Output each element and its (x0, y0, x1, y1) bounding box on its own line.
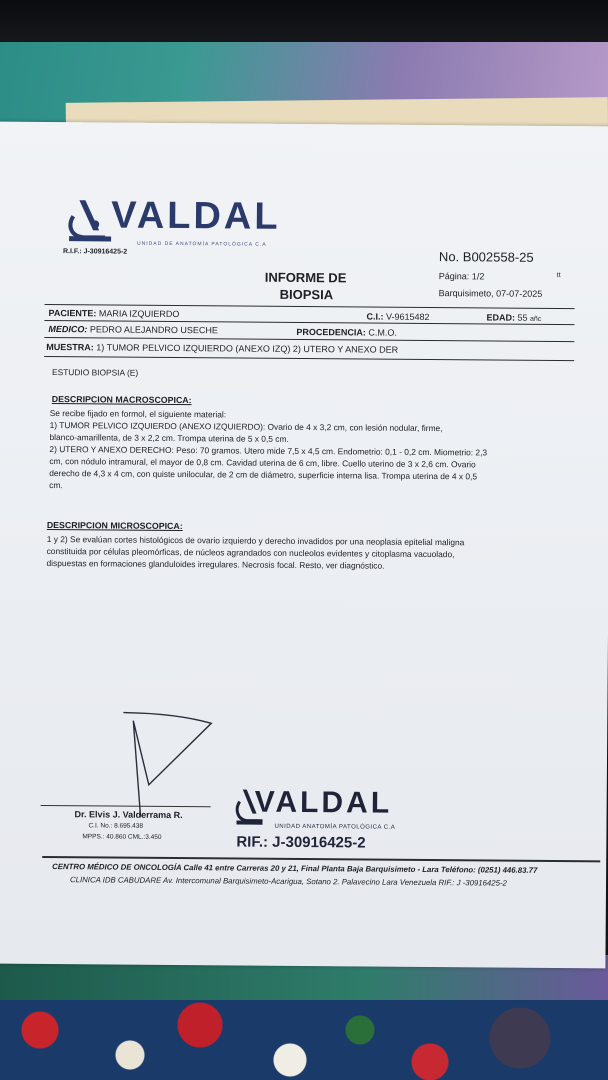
patient-age: 55 (517, 312, 528, 323)
patient-age-label: EDAD: (486, 312, 516, 323)
patient-age-row (486, 312, 541, 322)
report-title-line1: INFORME DE (264, 269, 347, 286)
report-number: No. B002558-25 (438, 249, 534, 265)
page-number: Página: 1/2 (438, 271, 485, 282)
signer-name: Dr. Elvis J. Valderrama R. (74, 809, 183, 821)
origin-label: PROCEDENCIA: (296, 326, 366, 338)
sample-value: 1) TUMOR PELVICO IZQUIERDO (ANEXO IZQ) 2) UTERO Y ANEXO DER (96, 342, 399, 355)
stamp-subtitle: UNIDAD ANATOMÍA PATOLÓGICA C.A (274, 823, 396, 831)
sample-row (46, 342, 398, 355)
macro-line: cm. (49, 480, 63, 491)
page-mark: tt (556, 271, 561, 280)
patient-ci-label: C.I.: (366, 311, 384, 322)
macro-line: 1) TUMOR PELVICO IZQUIERDO (ANEXO IZQUIERDO): Ovario de 4 x 3,2 cm, con lesión nodular, firme, (49, 420, 443, 434)
macro-line: cm, con nódulo intramural, el mayor de 0,8 cm. Cavidad uterina de 6 cm, libre. Cuello uterino de 3 x 2,6 cm. Ovario (49, 456, 476, 470)
origin-value: C.M.O. (368, 327, 397, 338)
footer-address-2: CLINICA IDB CABUDARE Av. Intercomunal Barquisimeto-Acarigua, Sotano 2. Palavecino Lara Venezuela RIF.: J -30916425-2 (70, 875, 507, 888)
macroscopic-title: DESCRIPCION MACROSCOPICA: (51, 394, 192, 406)
sample-label: MUESTRA: (46, 341, 94, 353)
patient-name-label: PACIENTE: (48, 307, 97, 319)
report-title-line2: BIOPSIA (279, 286, 334, 303)
patient-ci: V-9615482 (385, 311, 430, 322)
macro-line: Se recibe fijado en formol, el siguiente material: (49, 408, 227, 420)
logo-wordmark: VALDAL (111, 194, 281, 238)
patient-age-unit: añc (529, 315, 542, 323)
footer-rule (42, 856, 600, 862)
macroscopic-body (49, 407, 487, 494)
doctor-label: MEDICO: (48, 323, 88, 335)
micro-line: 1 y 2) Se evalúan cortes histológicos de ovario izquierdo y derecho invadidos por una neoplasia epitelial maligna (46, 533, 465, 548)
macro-line: 2) UTERO Y ANEXO DERECHO: Peso: 70 gramos. Utero mide 7,5 x 4,5 cm. Endometrio: 0,1 - 0,2 cm. Miometrio: 2,3 (49, 444, 488, 458)
patient-ci-row (366, 311, 429, 321)
footer-address-1: CENTRO MÉDICO DE ONCOLOGÍA Calle 41 entre Carreras 20 y 21, Final Planta Baja Barquisimeto - Lara Teléfono: (0251) 446.83.77 (52, 862, 538, 875)
place-date: Barquisimeto, 07-07-2025 (438, 288, 543, 299)
company-stamp (234, 785, 415, 856)
floral-cloth (0, 1000, 608, 1080)
doctor-name: PEDRO ALEJANDRO USECHE (89, 324, 218, 336)
doctor-row (48, 324, 218, 335)
study-type: ESTUDIO BIOPSIA (E) (52, 367, 139, 378)
micro-line: constituida por células pleomórficas, de núcleos agrandados con nucleolos evidentes y citoplasma vacuolado, (46, 545, 455, 560)
microscope-icon (65, 196, 115, 242)
microscopic-title: DESCRIPCION MICROSCOPICA: (46, 519, 183, 532)
macro-line: blanco-amarillenta, de 3 x 2,2 cm. Trompa uterina de 5 x 0,5 cm. (49, 432, 289, 444)
biopsy-report-sheet (0, 122, 608, 969)
header-rule-bottom (44, 356, 574, 361)
letterhead-rif: R.I.F.: J-30916425-2 (62, 248, 128, 256)
signer-mpps: MPPS.: 40.860 CML.:3.450 (82, 833, 162, 841)
origin-row (296, 327, 397, 338)
letterhead-logo (62, 194, 281, 256)
patient-name-row (48, 308, 179, 319)
microscopic-body (46, 533, 464, 572)
macro-line: derecho de 4,3 x 4 cm, con quiste unilocular, de 2 cm de diámetro, superficie interna lisa. Trompa uterina de 4 x 0,5 (49, 468, 478, 482)
patient-name: MARIA IZQUIERDO (98, 308, 180, 320)
logo-subtitle: UNIDAD DE ANATOMÍA PATOLÓGICA C.A (137, 240, 267, 248)
header-rule-2 (44, 337, 574, 342)
micro-line: dispuestas en formaciones glanduloides irregulares. Necrosis focal. Resto, ver diagnóstico. (46, 557, 385, 571)
signer-ci: C.I. No.: 8.695.438 (88, 822, 144, 830)
stamp-rif: RIF.: J-30916425-2 (236, 833, 366, 852)
stamp-wordmark: VALDAL (254, 785, 393, 820)
